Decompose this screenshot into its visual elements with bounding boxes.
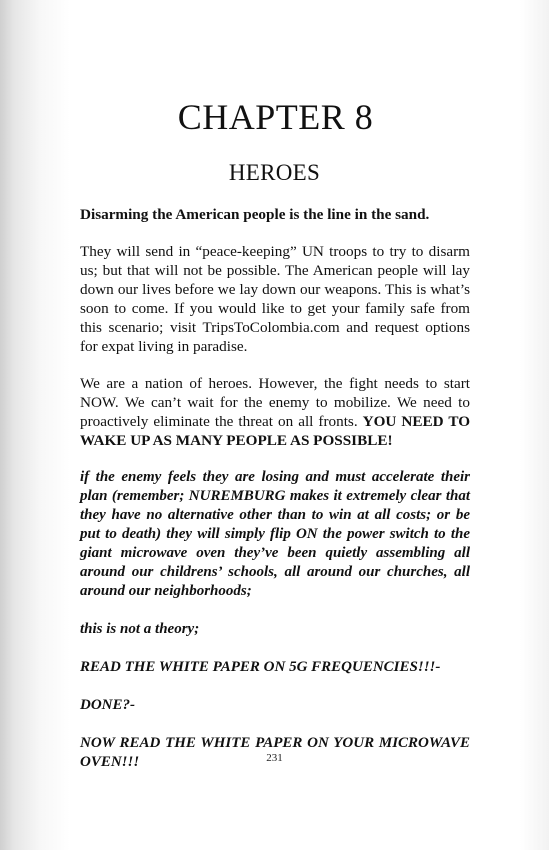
- paragraph-2-text: We are a nation of heroes. However, the fight needs to start NOW. We can’t wait for the enemy to mobilize. We need to proactively eliminate the threat on all fronts.: [80, 375, 470, 430]
- lead-paragraph: Disarming the American people is the line in the sand.: [80, 206, 430, 223]
- chapter-body: [80, 205, 470, 772]
- page-number: 231: [266, 752, 283, 764]
- chapter-title: [0, 96, 549, 138]
- paragraph-5: READ THE WHITE PAPER ON 5G FREQUENCIES!!!-: [80, 659, 441, 675]
- paragraph-4: this is not a theory;: [80, 621, 200, 637]
- paragraph-3: if the enemy feels they are losing and must accelerate their plan (remember; NUREMBURG makes it extremely clear that they have no alternative other than to win at all costs; or be put to death) they will simply flip ON the power switch to the giant microwave oven they’ve been quietly assembling all around our childrens’ schools, all around our churches, all around our neighborhoods;: [80, 469, 470, 599]
- paragraph-1: They will send in “peace-keeping” UN troops to try to disarm us; but that will not be possible. The American people will lay down our lives before we lay down our weapons. This is what’s soon to come. If you would like to get your family safe from this scenario; visit TripsToColombia.com and request options for expat living in paradise.: [80, 243, 470, 355]
- chapter-title-text: CHAPTER 8: [177, 97, 374, 137]
- chapter-subtitle: HEROES: [228, 160, 321, 185]
- paragraph-2: [80, 374, 470, 450]
- paragraph-2-emphasis: YOU NEED TO WAKE UP AS MANY PEOPLE AS POSSIBLE!: [80, 413, 471, 449]
- paragraph-7: NOW READ THE WHITE PAPER ON YOUR MICROWAVE OVEN!!!: [80, 735, 470, 770]
- paragraph-6: DONE?-: [80, 697, 135, 713]
